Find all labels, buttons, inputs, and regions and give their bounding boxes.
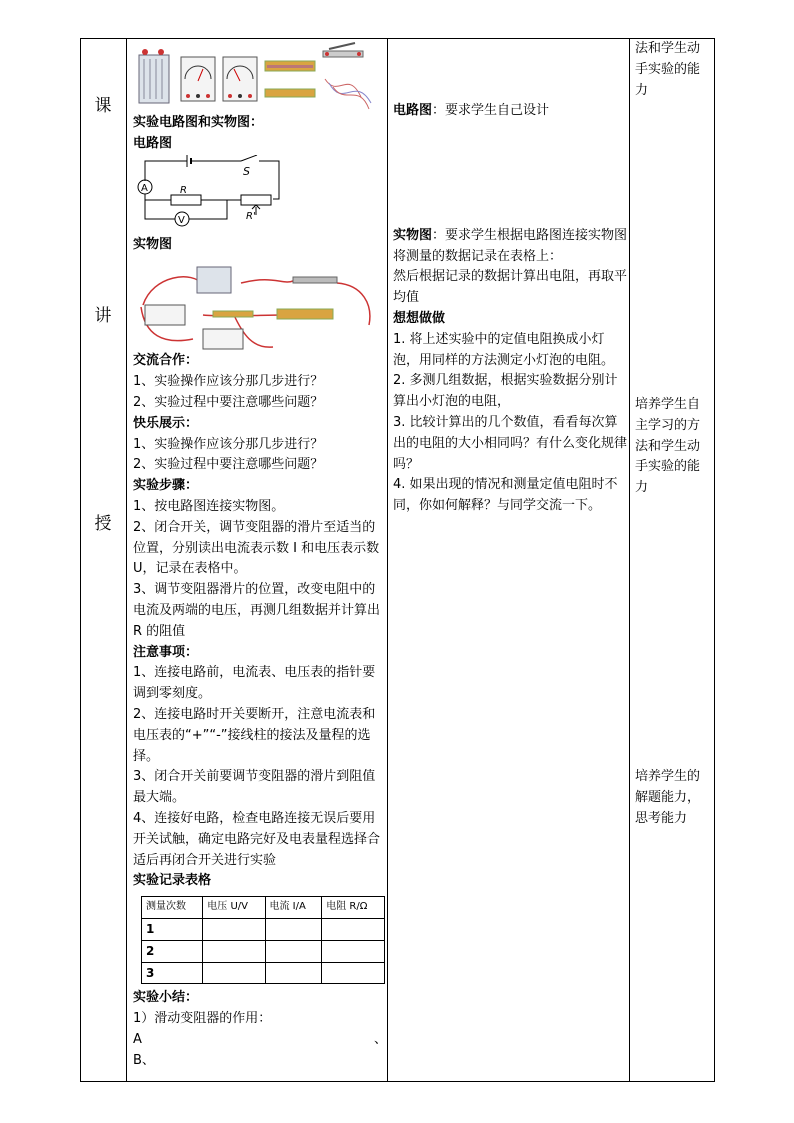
step-item: 2、闭合开关，调节变阻器的滑片至适当的位置，分别读出电流表示数 I 和电压表示数 U，记录在表格中。 [133, 519, 380, 577]
battery-box-icon [197, 267, 231, 293]
table-row [142, 918, 385, 940]
summary-answer-a [133, 1030, 387, 1051]
summary-heading: 实验小结： [133, 990, 199, 1006]
note-item: 1、连接电路前，电流表、电压表的指针要调到零刻度。 [133, 665, 376, 702]
column-divider [126, 39, 127, 1081]
photo-instruction-title: 实物图 [393, 227, 433, 243]
record-table [141, 896, 385, 984]
circuit-diagram [133, 155, 387, 235]
diagram-heading: 实验电路图和实物图： [133, 115, 264, 130]
coop-item: 2、实验过程中要注意哪些问题？ [133, 394, 324, 410]
switch-symbol: S [243, 164, 250, 178]
rheostat-icon [277, 309, 333, 319]
voltmeter-icon [223, 57, 257, 101]
summary-question: 1）滑动变阻器的作用： [133, 1011, 272, 1027]
think-item: 3. 比较计算出的几个数值，看看每次算出的电阻的大小相同吗？有什么变化规律吗？ [393, 414, 628, 472]
intent-text: 培养学生自主学习的方法和学生动手实验的能力 [635, 397, 701, 496]
think-item: 4. 如果出现的情况和测量定值电阻时不同，你如何解释？与同学交流一下。 [393, 477, 618, 514]
intent-text: 培养学生的解题能力，思考能力 [635, 769, 701, 826]
show-item: 1、实验操作应该分那几步进行？ [133, 436, 324, 452]
lesson-table [80, 38, 715, 1082]
note-item: 2、连接电路时开关要断开，注意电流表和电压表的“+”“-”接线柱的接法及量程的选择。 [133, 706, 376, 764]
apparatus-icons [133, 39, 387, 113]
table-row-number: 3 [142, 962, 203, 984]
circuit-label: 电路图 [133, 135, 173, 151]
coop-heading: 交流合作： [133, 353, 199, 369]
table-header-cell: 电阻 R/Ω [322, 897, 385, 919]
stage-char-jiang: 讲 [94, 306, 112, 326]
note-item: 3、闭合开关前要调节变阻器的滑片到阻值最大端。 [133, 769, 376, 806]
resistor-icon [213, 311, 253, 317]
switch-icon [293, 277, 337, 283]
table-header-cell: 测量次数 [142, 897, 203, 919]
resistor-symbol: R [180, 184, 187, 196]
table-header-cell: 电压 U/V [203, 897, 265, 919]
rheostat-symbol: R' [246, 210, 256, 222]
steps-heading: 实验步骤： [133, 478, 199, 494]
summary-a-end: 、 [373, 1031, 387, 1047]
record-instruction: 将测量的数据记录在表格上： [393, 248, 563, 264]
step-item: 3、调节变阻器滑片的位置，改变电阻中的电流及两端的电压，再测几组数据并计算出 R 的阻值 [133, 582, 381, 639]
ammeter-symbol: A [141, 182, 148, 194]
activity-column [133, 39, 387, 1071]
photo-instruction [393, 226, 629, 247]
compute-instruction: 然后根据记录的数据计算出电阻，再取平均值 [393, 269, 628, 306]
circuit-instruction [393, 101, 629, 122]
photo-label: 实物图 [133, 236, 173, 252]
summary-answer-b: B、 [133, 1052, 155, 1068]
summary-a-label: A [133, 1031, 142, 1047]
note-item: 4、连接好电路，检查电路连接无误后要用开关试触，确定电路完好及电表量程选择合适后再闭合开关进行实验 [133, 810, 381, 868]
ammeter-icon [145, 305, 185, 325]
intent-column [635, 39, 711, 826]
table-heading: 实验记录表格 [133, 873, 212, 889]
think-item: 2. 多测几组数据，根据实验数据分别计算出小灯泡的电阻， [393, 373, 618, 410]
rheostat-icon [265, 61, 315, 97]
table-row [142, 962, 385, 984]
intent-text: 法和学生动手实验的能力 [635, 41, 701, 98]
stage-char-shou: 授 [94, 514, 112, 534]
circuit-instruction-text: ：要求学生自己设计 [432, 103, 550, 118]
show-heading: 快乐展示： [133, 415, 199, 431]
voltmeter-symbol: V [178, 214, 185, 226]
teacher-column [393, 39, 629, 517]
ammeter-icon [181, 57, 215, 101]
show-item: 2、实验过程中要注意哪些问题？ [133, 457, 324, 473]
think-item: 1. 将上述实验中的定值电阻换成小灯泡，用同样的方法测定小灯泡的电阻。 [393, 331, 615, 368]
column-divider [629, 39, 630, 1081]
switch-icon [323, 43, 363, 57]
table-row [142, 940, 385, 962]
step-item: 1、按电路图连接实物图。 [133, 498, 285, 514]
column-divider [387, 39, 388, 1081]
table-row-number: 2 [142, 940, 203, 962]
table-header-row [142, 897, 385, 919]
notes-heading: 注意事项： [133, 644, 199, 660]
circuit-instruction-title: 电路图 [393, 103, 433, 118]
battery-box-icon [139, 49, 169, 103]
wires-icon [325, 79, 371, 109]
circuit-photo [133, 255, 387, 351]
table-row-number: 1 [142, 918, 203, 940]
think-heading: 想想做做 [393, 310, 446, 326]
table-header-cell: 电流 I/A [265, 897, 322, 919]
apparatus-pictures [133, 39, 387, 113]
voltmeter-icon [203, 329, 243, 349]
photo-instruction-text: ：要求学生根据电路图连接实物图 [432, 227, 628, 243]
coop-item: 1、实验操作应该分那几步进行？ [133, 374, 324, 390]
stage-char-ke: 课 [94, 96, 112, 116]
